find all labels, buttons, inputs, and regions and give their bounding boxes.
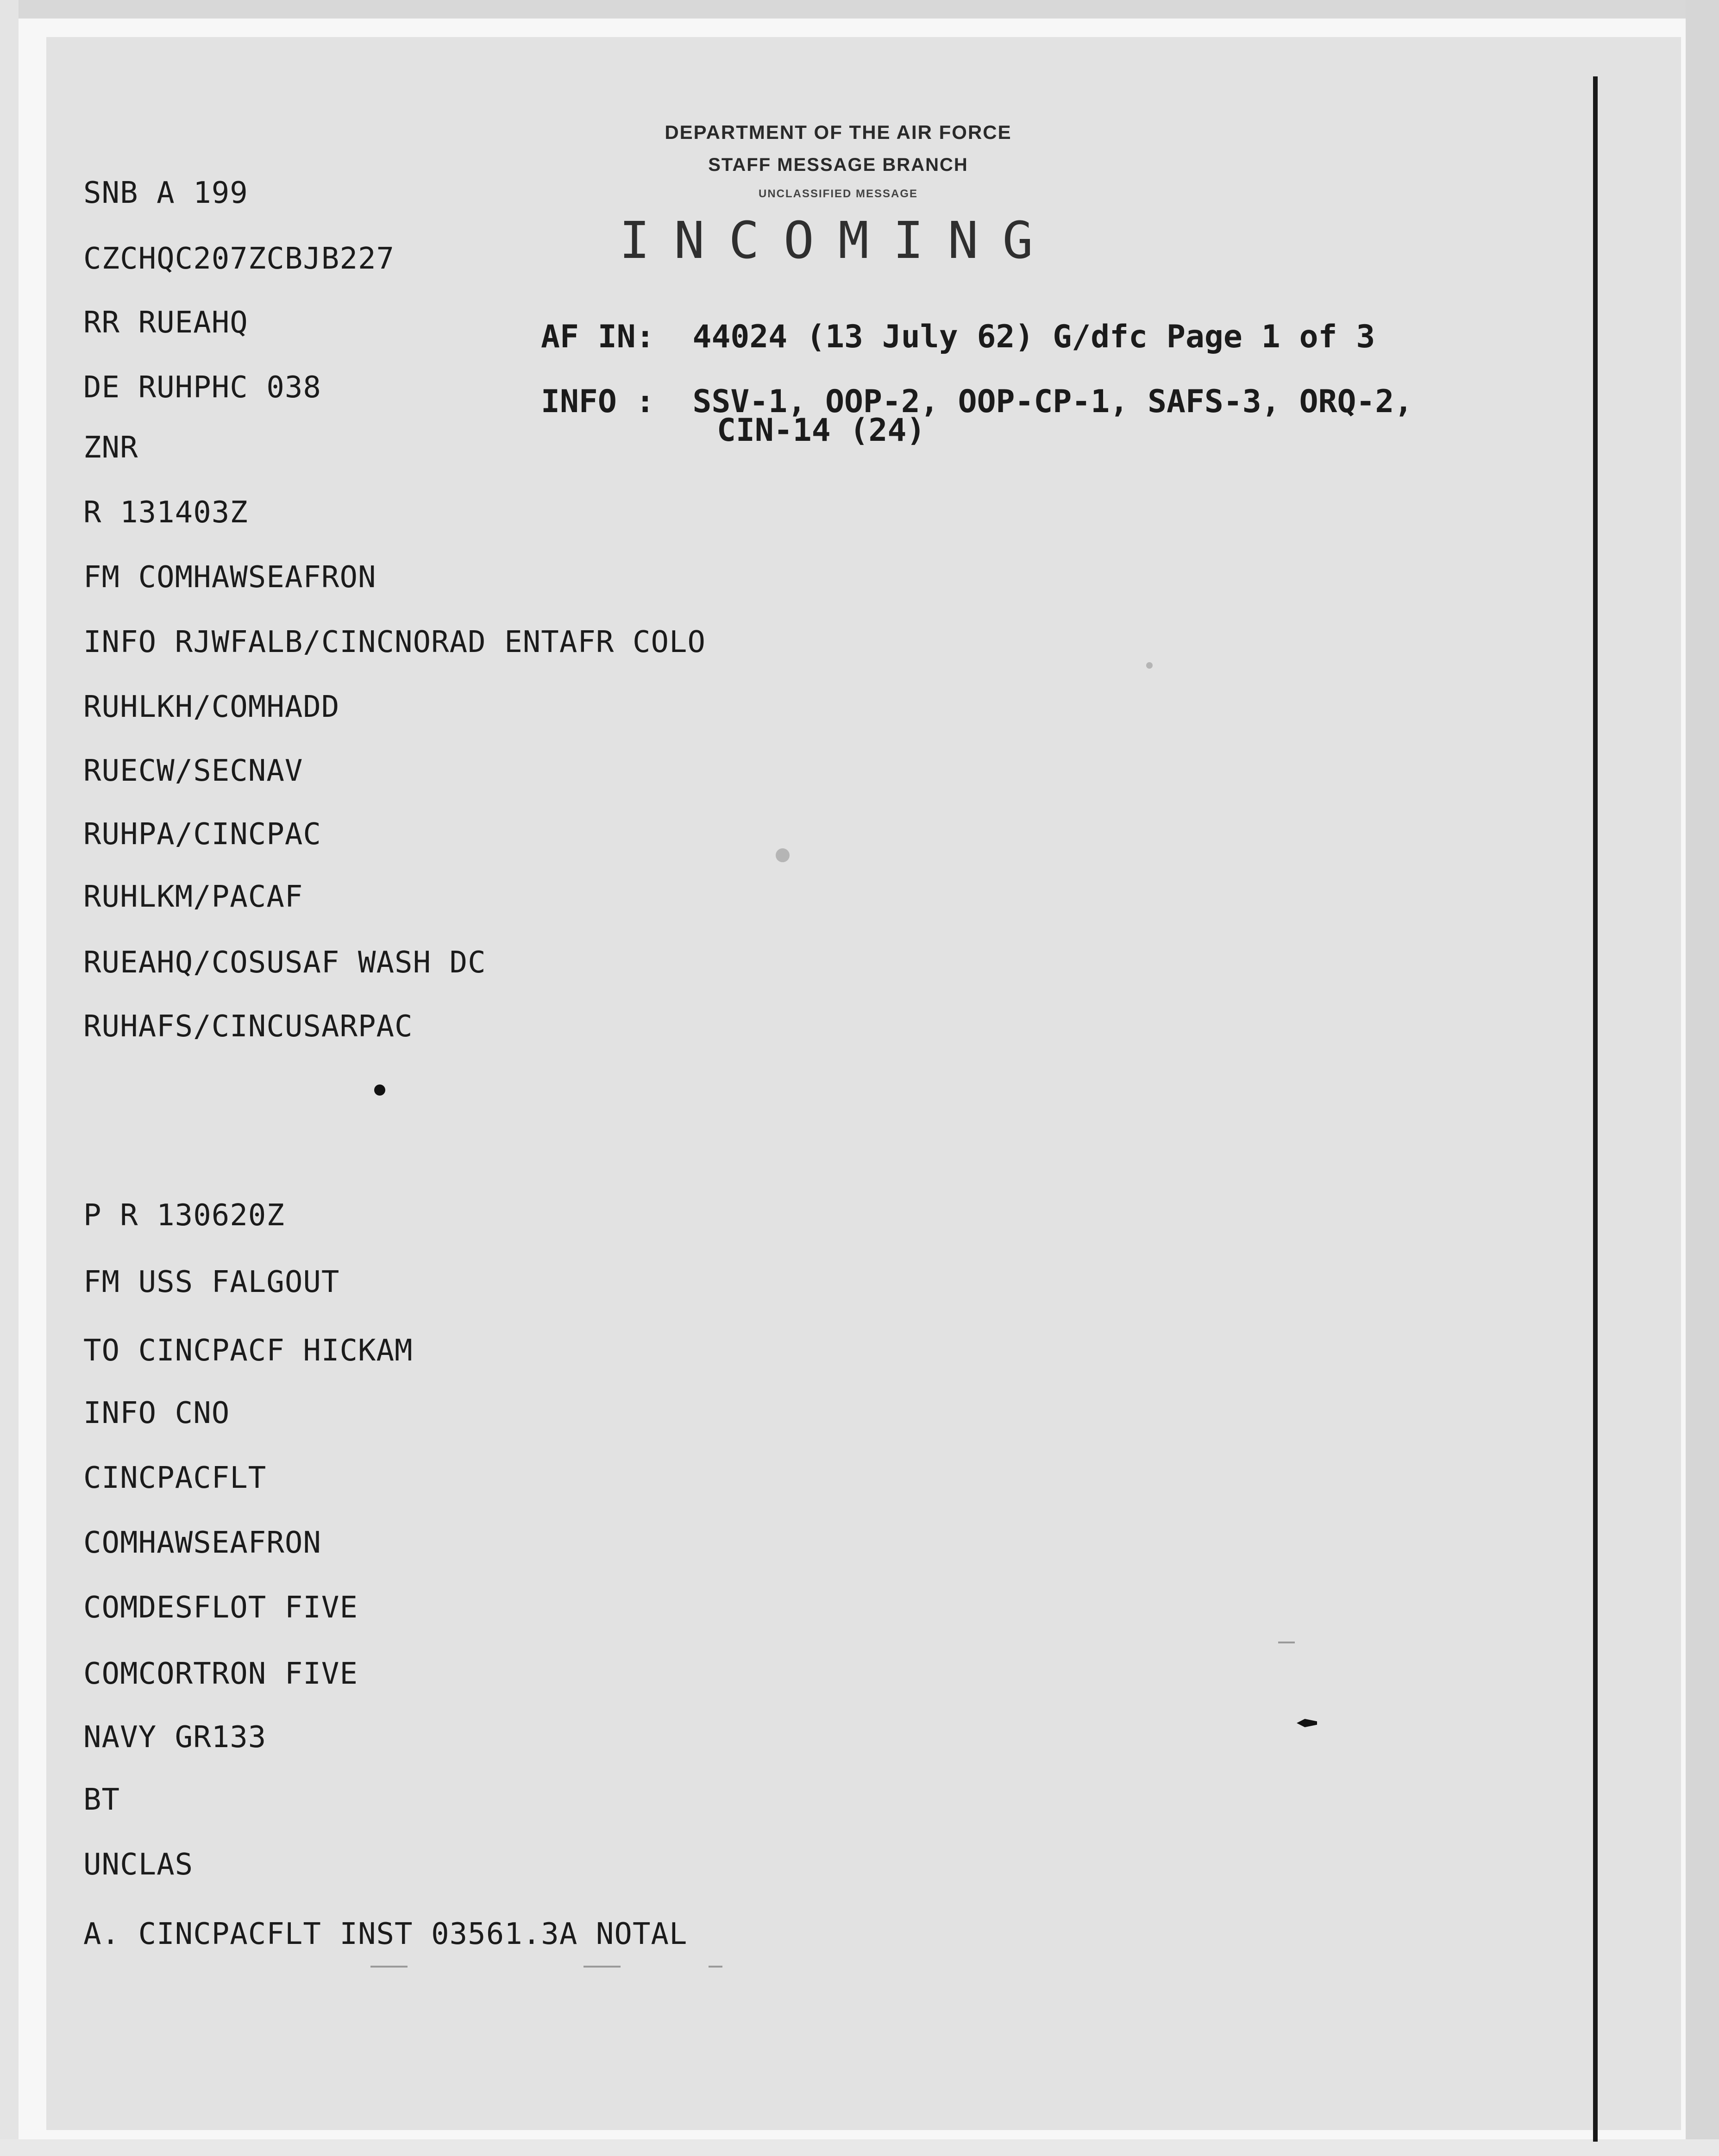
routing-line-4: DE RUHPHC 038	[83, 370, 321, 405]
message-line-4: INFO CNO	[83, 1396, 230, 1430]
scan-smudge	[776, 848, 790, 862]
department-heading: DEPARTMENT OF THE AIR FORCE	[665, 121, 1012, 143]
routing-line-8: INFO RJWFALB/CINCNORAD ENTAFR COLO	[83, 625, 706, 659]
message-line-1: P R 130620Z	[83, 1198, 285, 1233]
scan-border-right	[1686, 0, 1719, 2156]
scan-smudge	[1146, 662, 1153, 669]
message-line-11: UNCLAS	[83, 1848, 194, 1882]
scan-border-left	[0, 0, 19, 2156]
message-line-2: FM USS FALGOUT	[83, 1265, 340, 1299]
info-distribution-line-2: CIN-14 (24)	[717, 412, 926, 449]
routing-line-11: RUHPA/CINCPAC	[83, 817, 321, 852]
message-line-5: CINCPACFLT	[83, 1461, 267, 1495]
routing-line-5: ZNR	[83, 431, 138, 465]
message-line-8: COMCORTRON FIVE	[83, 1657, 358, 1691]
info-distribution-line: INFO : SSV-1, OOP-2, OOP-CP-1, SAFS-3, ORQ-2,	[541, 383, 1413, 420]
scan-border-bottom	[0, 2139, 1719, 2156]
message-line-3: TO CINCPACF HICKAM	[83, 1334, 413, 1368]
routing-line-10: RUECW/SECNAV	[83, 754, 303, 788]
af-in-line: AF IN: 44024 (13 July 62) G/dfc Page 1 of 3	[541, 319, 1375, 355]
routing-line-2: CZCHQC207ZCBJB227	[83, 242, 395, 276]
routing-line-7: FM COMHAWSEAFRON	[83, 560, 376, 595]
message-line-9: NAVY GR133	[83, 1720, 267, 1755]
scan-dash	[709, 1966, 722, 1968]
message-line-7: COMDESFLOT FIVE	[83, 1591, 358, 1625]
routing-line-6: R 131403Z	[83, 495, 248, 530]
routing-line-12: RUHLKM/PACAF	[83, 880, 303, 914]
routing-line-13: RUEAHQ/COSUSAF WASH DC	[83, 946, 486, 980]
branch-heading: STAFF MESSAGE BRANCH	[708, 155, 968, 175]
incoming-stamp: INCOMING	[619, 211, 1057, 270]
classification-note: UNCLASSIFIED MESSAGE	[758, 188, 918, 200]
message-line-10: BT	[83, 1783, 120, 1817]
right-margin-rule	[1593, 76, 1598, 2142]
routing-line-14: RUHAFS/CINCUSARPAC	[83, 1009, 413, 1044]
scan-dash	[583, 1966, 621, 1968]
ink-dot	[374, 1084, 385, 1096]
routing-line-3: RR RUEAHQ	[83, 306, 248, 340]
message-line-6: COMHAWSEAFRON	[83, 1526, 321, 1560]
routing-line-1: SNB A 199	[83, 176, 248, 210]
scan-border-top	[0, 0, 1719, 19]
scan-dash	[370, 1966, 408, 1968]
scan-dash	[1278, 1642, 1295, 1643]
message-line-12: A. CINCPACFLT INST 03561.3A NOTAL	[83, 1917, 688, 1951]
routing-line-9: RUHLKH/COMHADD	[83, 690, 340, 724]
